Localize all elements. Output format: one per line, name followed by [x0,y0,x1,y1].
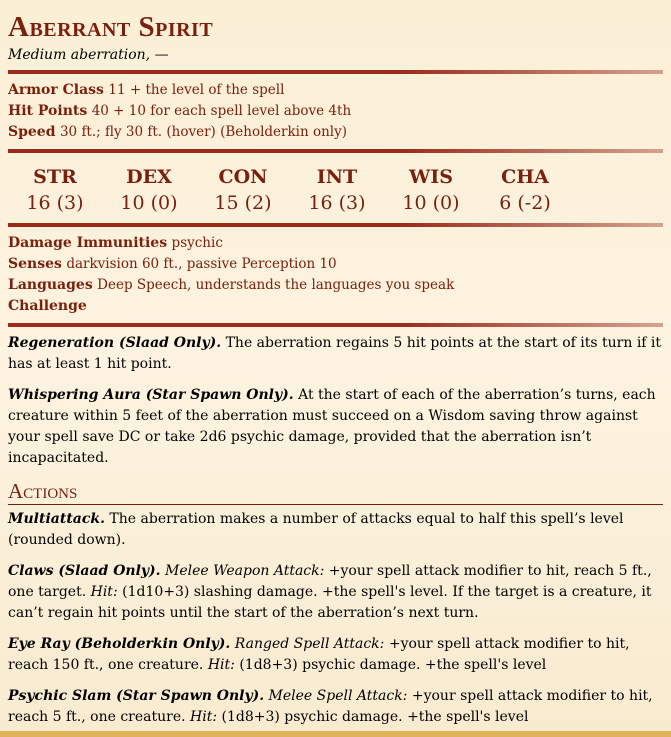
prop-value: 40 + 10 for each spell level above 4th [91,103,352,119]
trait-whispering-aura [8,385,663,469]
ability-key: INT [316,166,358,188]
creature-name: Aberrant Spirit [8,11,214,43]
languages [8,275,663,296]
actions [8,509,663,728]
senses [8,254,663,275]
action-name: Multiattack. [8,511,105,527]
prop-label: Hit Points [8,103,88,119]
speed [8,122,663,143]
action-claws [8,561,663,624]
ability-key: WIS [409,166,453,188]
ability-value: 16 (3) [308,192,366,214]
ability-key: STR [33,166,77,188]
ability-str [8,165,102,217]
attack-text: +your spell attack modifier to hit, reach 150 ft., one creature. [8,636,630,673]
prop-label: Languages [8,277,93,293]
action-name: Eye Ray (Beholderkin Only). [8,636,231,652]
ability-value: 16 (3) [26,192,84,214]
prop-label: Challenge [8,298,87,314]
ability-key: CHA [501,166,549,188]
prop-value: Deep Speech, understands the languages you speak [97,277,455,293]
attack-type: Melee Weapon Attack: [164,563,325,579]
ability-value: 15 (2) [214,192,272,214]
challenge [8,296,663,317]
ability-key: CON [218,166,268,188]
trait-text: At the start of each of the aberration’s turns, each creature within 5 feet of the aberration must succeed on a Wisdom saving throw against your spell save DC or take 2d6 psychic damage, provided that the aberration isn’t incapacitated. [8,387,656,466]
action-eye-ray [8,634,663,676]
core-props [8,80,663,143]
damage-text: (1d10+3) slashing damage. +the spell's level. If the target is a creature, it can’t regain hit points until the start of the aberration’s next turn. [8,584,652,621]
trait-text: The aberration regains 5 hit points at the start of its turn if it has at least 1 hit point. [8,335,662,372]
ability-int [290,165,384,217]
ability-scores [8,159,663,217]
prop-value: 30 ft.; fly 30 ft. (hover) (Beholderkin only) [59,124,348,140]
trait-name: Regeneration (Slaad Only). [8,335,222,351]
ability-value: 10 (0) [402,192,460,214]
actions-heading: Actions [8,479,663,505]
trait-name: Whispering Aura (Star Spawn Only). [8,387,294,403]
ability-dex [102,165,196,217]
traits [8,333,663,469]
attack-text: +your spell attack modifier to hit, reach 5 ft., one target. [8,563,652,600]
ability-key: DEX [126,166,172,188]
hit-label: Hit: [207,657,235,673]
divider [8,70,663,74]
secondary-props [8,233,663,317]
prop-label: Armor Class [8,82,104,98]
hit-label: Hit: [190,709,218,725]
prop-label: Senses [8,256,62,272]
creature-type: Medium aberration, — [8,47,169,63]
attack-type: Melee Spell Attack: [268,688,408,704]
divider [8,223,663,227]
ability-cha [478,165,572,217]
prop-label: Damage Immunities [8,235,168,251]
attack-type: Ranged Spell Attack: [234,636,385,652]
prop-value: 11 + the level of the spell [108,82,285,98]
trait-regeneration [8,333,663,375]
action-name: Psychic Slam (Star Spawn Only). [8,688,265,704]
ability-wis [384,165,478,217]
action-psychic-slam [8,686,663,728]
ability-value: 10 (0) [120,192,178,214]
attack-text: +your spell attack modifier to hit, reach 5 ft., one creature. [8,688,653,725]
damage-text: (1d8+3) psychic damage. +the spell's level [239,657,547,673]
prop-label: Speed [8,124,56,140]
action-multiattack [8,509,663,551]
divider [8,149,663,153]
action-name: Claws (Slaad Only). [8,563,161,579]
action-text: The aberration makes a number of attacks equal to half this spell’s level (rounded down). [8,511,624,548]
prop-value: darkvision 60 ft., passive Perception 10 [66,256,337,272]
hit-points [8,101,663,122]
hit-label: Hit: [90,584,118,600]
armor-class [8,80,663,101]
damage-immunities [8,233,663,254]
ability-value: 6 (-2) [499,192,551,214]
damage-text: (1d8+3) psychic damage. +the spell's level [221,709,529,725]
prop-value: psychic [171,235,223,251]
ability-con [196,165,290,217]
divider [8,323,663,327]
